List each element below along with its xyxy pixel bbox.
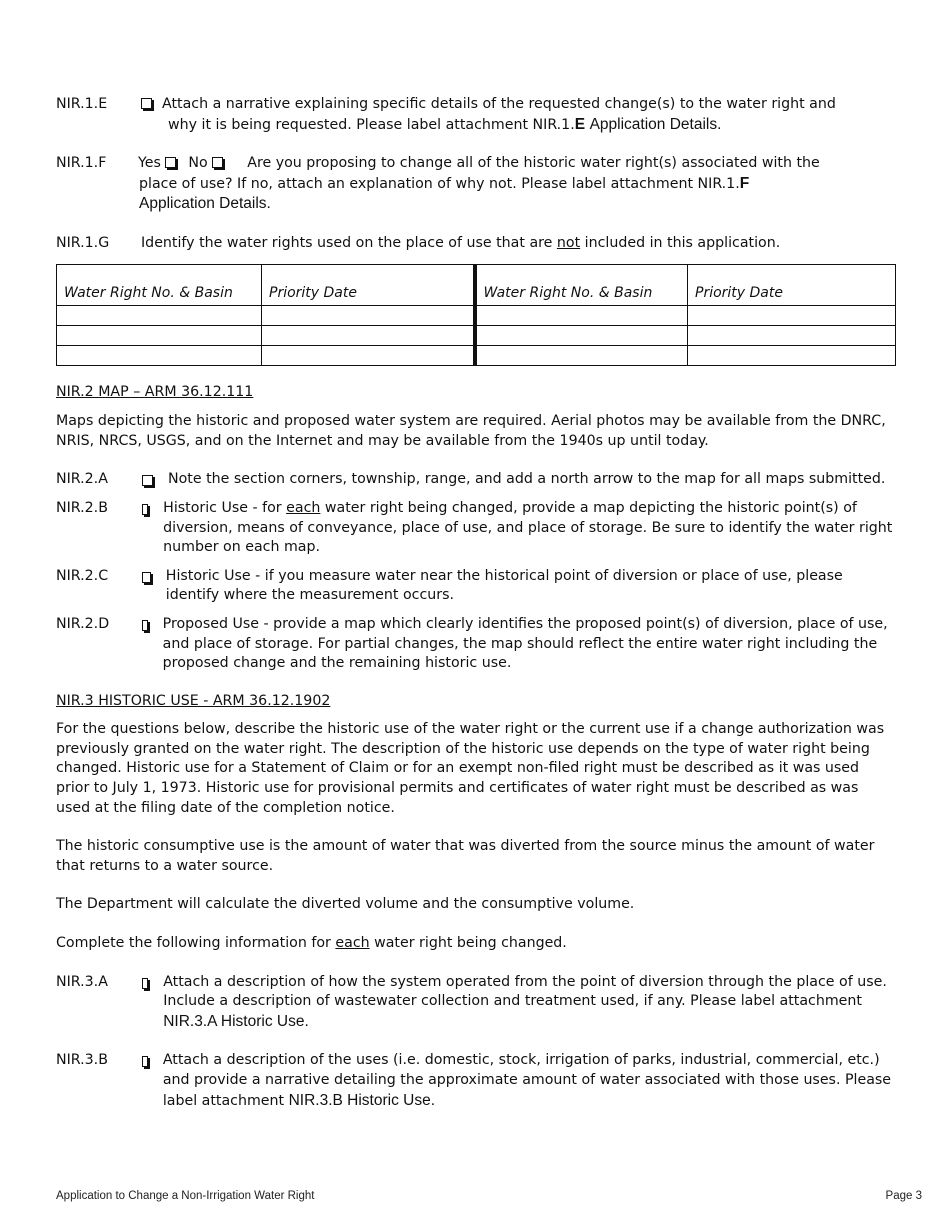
yes-checkbox-icon[interactable] <box>165 157 176 168</box>
item-text: Are you proposing to change all of the historic water right(s) associated with the <box>247 155 820 172</box>
section-paragraph: The historic consumptive use is the amount of water that was diverted from the source minus the amount of water that returns to a water source. <box>56 838 875 874</box>
table-cell[interactable] <box>57 305 262 325</box>
table-cell[interactable] <box>475 305 688 325</box>
attachment-letter: E <box>574 115 586 133</box>
attachment-label: Application Details. <box>139 195 271 213</box>
item-text: Proposed Use - provide a map which clearly identifies the proposed point(s) of diversion, place of use, and place of storage. For partial changes, the map should reflect the entire water right including the proposed change and the remaining historic use. <box>162 615 888 672</box>
section-intro: Maps depicting the historic and proposed water system are required. Aerial photos may be available from the DNRC, NRIS, NRCS, USGS, and on the Internet and may be available from the 1940s up until today. <box>56 413 886 449</box>
page-footer <box>56 1187 922 1207</box>
table-cell[interactable] <box>262 305 475 325</box>
attachment-label: NIR.3.B Historic Use. <box>288 1091 435 1109</box>
attachment-label: NIR.3.A Historic Use. <box>163 1012 309 1030</box>
item-code: NIR.3.A <box>56 973 108 990</box>
section-paragraph: The Department will calculate the diverted volume and the consumptive volume. <box>56 896 635 913</box>
checkbox-icon[interactable] <box>142 475 153 486</box>
checkbox-icon[interactable] <box>142 620 148 631</box>
section-heading-nir-3: NIR.3 HISTORIC USE - ARM 36.12.1902 <box>56 692 331 709</box>
table-cell[interactable] <box>57 325 262 345</box>
nir-2a-item <box>56 470 896 490</box>
checkbox-icon[interactable] <box>142 978 148 989</box>
water-rights-table <box>56 264 896 366</box>
table-cell[interactable] <box>57 345 262 365</box>
page-number: Page 3 <box>885 1190 922 1202</box>
emphasis-text: not <box>556 234 581 251</box>
table-row <box>57 345 896 365</box>
item-code: NIR.3.B <box>56 1052 108 1069</box>
column-header: Priority Date <box>262 264 475 305</box>
checkbox-icon[interactable] <box>142 572 151 583</box>
item-code: NIR.2.C <box>56 567 109 584</box>
table-row <box>57 305 896 325</box>
nir-2c-item <box>56 567 896 606</box>
nir-3a-item <box>56 973 896 1033</box>
table-row <box>57 325 896 345</box>
checkbox-icon[interactable] <box>142 504 148 515</box>
item-code: NIR.1.F <box>56 155 107 172</box>
section-paragraph: water right being changed. <box>374 935 567 952</box>
item-code: NIR.1.E <box>56 96 108 112</box>
attachment-label: Application Details. <box>589 115 722 133</box>
no-label: No <box>188 155 208 172</box>
attachment-letter: F <box>739 174 750 192</box>
table-cell[interactable] <box>688 325 896 345</box>
column-header: Water Right No. & Basin <box>57 264 262 305</box>
section-paragraph: Complete the following information for <box>56 935 331 952</box>
emphasis-text: each <box>335 935 370 952</box>
yes-label: Yes <box>138 155 161 172</box>
item-text: why it is being requested. Please label attachment NIR.1. <box>168 116 575 133</box>
item-text: water right being changed, provide a map depicting the historic point(s) of diversion, means of conveyance, place of use, and place of storage. Be sure to identify the water right number on each map. <box>163 499 893 556</box>
footer-title: Application to Change a Non-Irrigation Water Right <box>56 1190 315 1202</box>
table-cell[interactable] <box>262 345 475 365</box>
item-text: Attach a narrative explaining specific details of the requested change(s) to the water right and <box>162 96 836 112</box>
item-code: NIR.2.A <box>56 471 108 488</box>
item-code: NIR.2.D <box>56 615 110 632</box>
item-text: Identify the water rights used on the place of use that are <box>141 234 553 251</box>
item-text: included in this application. <box>584 234 781 251</box>
checkbox-icon[interactable] <box>141 98 152 109</box>
emphasis-text: each <box>286 499 321 516</box>
column-header: Water Right No. & Basin <box>475 264 688 305</box>
table-header-row <box>57 264 896 305</box>
item-text: Historic Use - for <box>163 499 282 516</box>
nir-1g-item <box>56 234 896 366</box>
nir-2b-item <box>56 499 896 558</box>
nir-3b-item <box>56 1051 896 1111</box>
table-cell[interactable] <box>688 345 896 365</box>
nir-2d-item <box>56 615 896 674</box>
section-heading-nir-2: NIR.2 MAP – ARM 36.12.111 <box>56 383 254 400</box>
nir-1f-item <box>56 154 896 215</box>
table-cell[interactable] <box>475 325 688 345</box>
table-cell[interactable] <box>262 325 475 345</box>
item-text: Attach a description of the uses (i.e. domestic, stock, irrigation of parks, industrial, commercial, etc.) and provide a narrative detailing the approximate amount of water associated with those uses. Please label attachment <box>162 1052 892 1109</box>
form-page <box>56 95 896 1111</box>
item-text: Note the section corners, township, range, and add a north arrow to the map for all maps submitted. <box>168 471 886 488</box>
checkbox-icon[interactable] <box>142 1056 148 1067</box>
column-header: Priority Date <box>688 264 896 305</box>
nir-1e-item <box>56 95 896 135</box>
item-code: NIR.1.G <box>56 234 110 251</box>
item-text: Attach a description of how the system operated from the point of diversion through the place of use. Include a description of wastewater collection and treatment used, if any. Please label attachment <box>163 973 887 1010</box>
section-paragraph: For the questions below, describe the historic use of the water right or the current use if a change authorization was previously granted on the water right. The description of the historic use depends on the type of water right being changed. Historic use for a Statement of Claim or for an exempt non-filed right must be described as it was used prior to July 1, 1973. Historic use for provisional permits and certificates of water right must be described as was used at the filing date of the completion notice. <box>56 721 885 816</box>
no-checkbox-icon[interactable] <box>212 157 223 168</box>
table-cell[interactable] <box>688 305 896 325</box>
item-text: place of use? If no, attach an explanation of why not. Please label attachment NIR.1. <box>139 175 740 192</box>
item-code: NIR.2.B <box>56 499 108 516</box>
item-text: Historic Use - if you measure water near the historical point of diversion or place of use, please identify where the measurement occurs. <box>165 567 843 604</box>
table-cell[interactable] <box>475 345 688 365</box>
